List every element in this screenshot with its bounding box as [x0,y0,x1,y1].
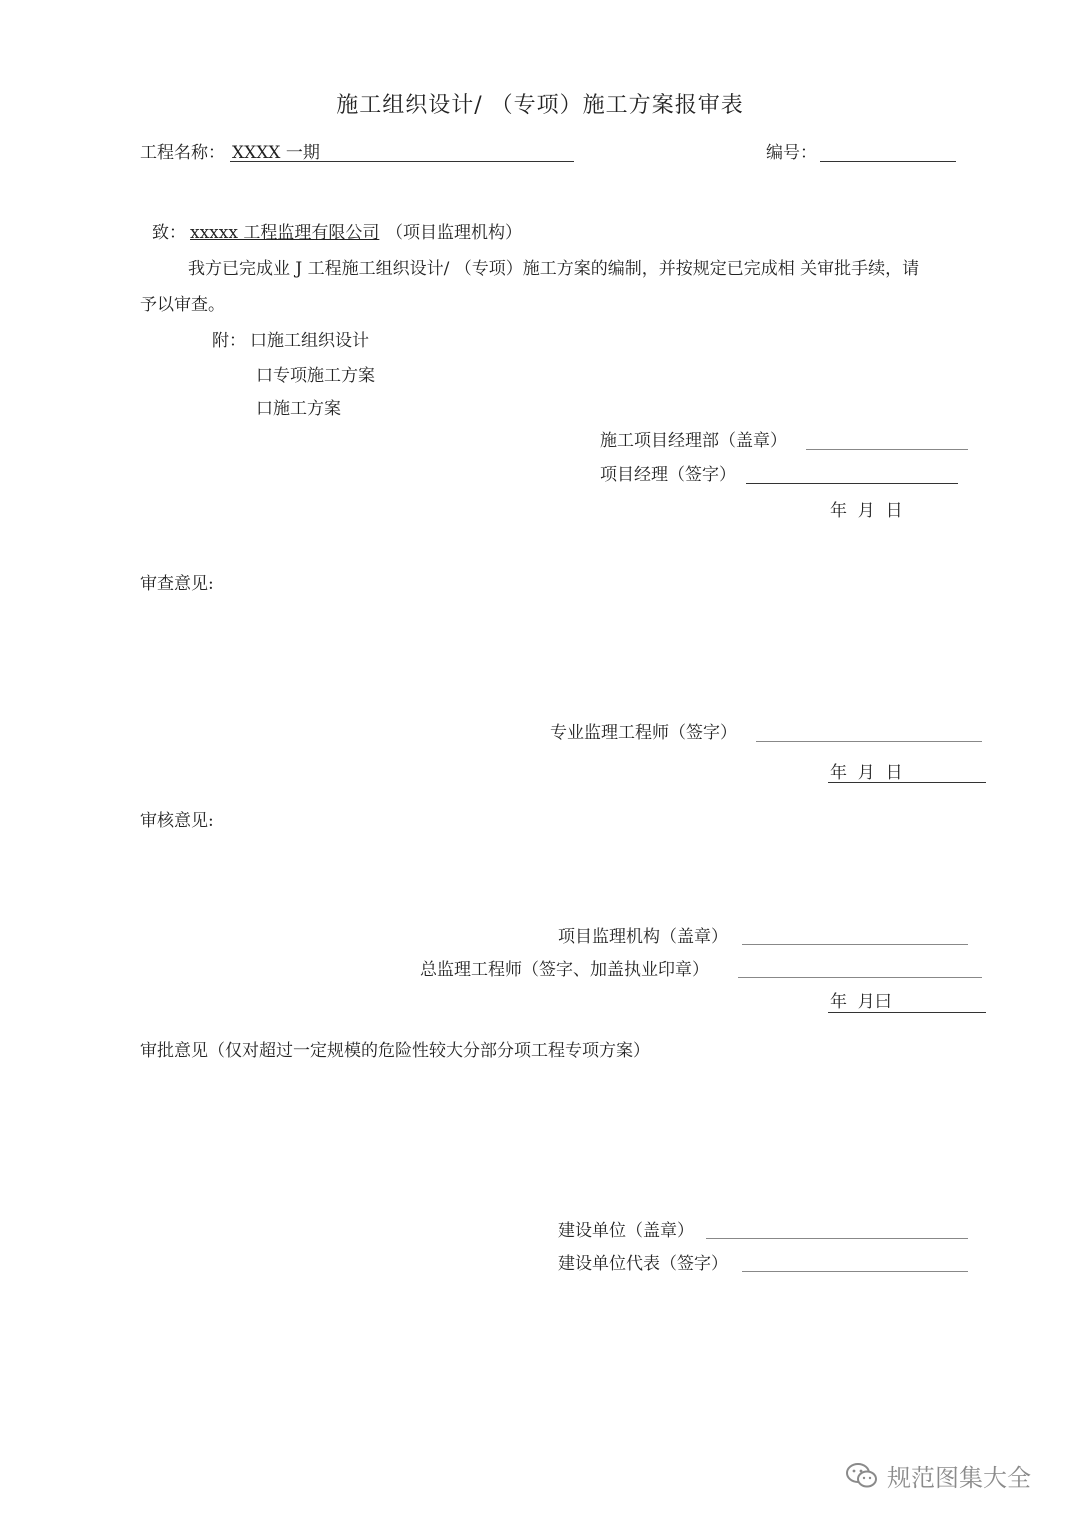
chief-engineer-label: 总监理工程师（签字、加盖执业印章） [420,960,709,980]
project-name-underline [230,161,574,162]
project-manager-line [746,483,958,484]
contractor-dept-line [806,449,968,450]
review-date: 年 月 日 [830,763,903,783]
review-date-line [828,782,986,783]
supervision-org-line [742,944,968,945]
attachment-item: 口施工方案 [256,399,341,419]
contractor-dept-label: 施工项目经理部（盖章） [600,431,787,451]
audit-date: 年 月曰 [830,992,892,1012]
review-label: 审查意见: [140,574,214,594]
addressee-prefix: 致： [152,223,186,243]
project-name-value: XXXX 一期 [232,143,320,163]
approval-label: 审批意见（仅对超过一定规模的危险性较大分部分项工程专项方案） [140,1041,650,1061]
review-engineer-line [756,741,982,742]
body-line-1: 我方已完成业 J 工程施工组织设计/ （专项）施工方案的编制，并按规定已完成相 关审批手续，请 [188,259,920,279]
supervision-org-label: 项目监理机构（盖章） [558,927,728,947]
document-title: 施工组织设计/ （专项）施工方案报审表 [336,93,744,118]
construction-unit-label: 建设单位（盖章） [558,1221,694,1241]
addressee-company: xxxxx 工程监理有限公司 [190,223,380,243]
chief-engineer-line [738,977,982,978]
attachment-item: 口专项施工方案 [256,366,375,386]
review-engineer-label: 专业监理工程师（签字） [550,723,737,743]
wechat-icon [845,1462,879,1490]
watermark-text: 规范图集大全 [887,1464,1031,1492]
number-underline [820,161,956,162]
attachments-label: 附： [212,331,246,351]
contractor-date: 年 月 日 [830,501,903,521]
project-name-label: 工程名称： [140,143,225,163]
project-manager-label: 项目经理（签字） [600,465,736,485]
audit-label: 审核意见: [140,811,214,831]
audit-date-line [828,1012,986,1013]
attachment-item: 口施工组织设计 [250,331,369,351]
construction-unit-line [706,1238,968,1239]
unit-rep-line [742,1271,968,1272]
number-label: 编号： [766,143,817,163]
body-line-2: 予以审查。 [140,295,225,315]
addressee-suffix: （项目监理机构） [386,223,522,243]
unit-rep-label: 建设单位代表（签字） [558,1254,728,1274]
watermark [845,1458,1031,1493]
